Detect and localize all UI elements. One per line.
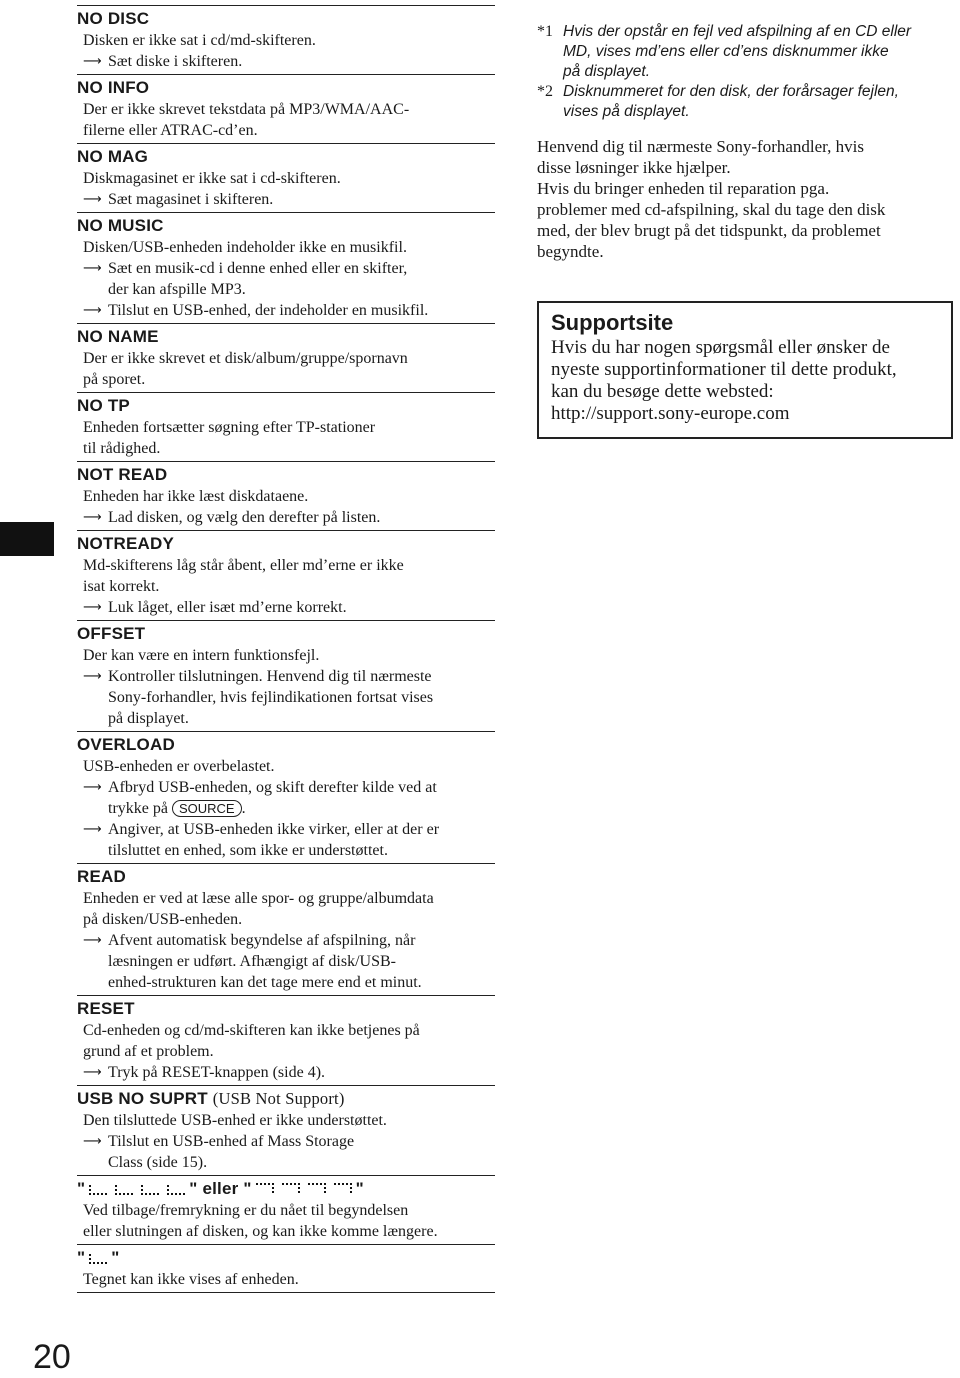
segment-low-icon xyxy=(165,1182,187,1196)
arrow-icon: ⟶ xyxy=(83,780,102,795)
error-entry-no-name xyxy=(77,323,495,392)
arrow-icon: ⟶ xyxy=(83,54,102,69)
remedy-action: ⟶ Kontroller tilslutningen. Henvend dig til nærmeste Sony-forhandler, hvis fejlindikationen fortsat vises på displayet. xyxy=(83,668,434,727)
contact-paragraph: Henvend dig til nærmeste Sony-forhandler, hvis disse løsninger ikke hjælper. Hvis du bringer enheden til reparation pga. problemer med cd-afspilning, skal du tage den disk med, der blev brugt på det tidspunkt, da problemet begyndte. xyxy=(537,137,886,261)
error-description: Disken/USB-enheden indeholder ikke en musikfil. xyxy=(83,239,407,256)
error-code: NO MUSIC xyxy=(77,216,164,235)
remedy-action: ⟶ Afvent automatisk begyndelse af afspilning, når læsningen er udført. Afhængigt af disk/USB- enhed-strukturen kan det tage mere end et minut. xyxy=(83,932,422,991)
segment-low-icon xyxy=(139,1182,161,1196)
error-description: Disken er ikke sat i cd/md-skifteren. xyxy=(83,32,316,49)
support-title: Supportsite xyxy=(551,310,674,335)
error-entry-usb-no-suprt xyxy=(77,1085,495,1175)
error-description: Enheden er ved at læse alle spor- og gruppe/albumdata på disken/USB-enheden. xyxy=(83,890,434,928)
error-description: Ved tilbage/fremrykning er du nået til begyndelsen eller slutningen af disken, og kan ikke komme længere. xyxy=(83,1202,438,1240)
error-description: Tegnet kan ikke vises af enheden. xyxy=(83,1271,299,1288)
footnotes xyxy=(537,22,957,122)
error-entry-no-tp xyxy=(77,392,495,461)
error-code: NO DISC xyxy=(77,9,150,28)
segment-high-icon xyxy=(280,1182,302,1196)
segment-high-icon xyxy=(254,1182,276,1196)
error-description: Enheden har ikke læst diskdataene. xyxy=(83,488,309,505)
remedy-action: ⟶ Sæt magasinet i skifteren. xyxy=(83,191,274,208)
footnote: *2 Disknummeret for den disk, der forårsager fejlen, vises på displayet. xyxy=(537,83,899,120)
error-code: NOT READ xyxy=(77,465,168,484)
footnote-mark: *2 xyxy=(537,83,553,100)
source-button-icon: SOURCE xyxy=(172,800,242,817)
error-entry-reset xyxy=(77,995,495,1085)
remedy-action: ⟶ Angiver, at USB-enheden ikke virker, eller at der er tilsluttet en enhed, som ikke er understøttet. xyxy=(83,821,440,859)
arrow-icon: ⟶ xyxy=(83,600,102,615)
error-code: NO INFO xyxy=(77,78,150,97)
error-entry-segment-limit xyxy=(77,1175,495,1244)
error-code: OFFSET xyxy=(77,624,146,643)
arrow-icon: ⟶ xyxy=(83,510,102,525)
error-description: Enheden fortsætter søgning efter TP-stationer til rådighed. xyxy=(83,419,376,457)
right-column xyxy=(537,22,957,262)
error-entry-no-mag xyxy=(77,143,495,212)
section-tab-marker xyxy=(0,522,54,556)
segment-low-icon xyxy=(87,1251,109,1265)
error-description: Md-skifterens låg står åbent, eller md’erne er ikke isat korrekt. xyxy=(83,557,404,595)
error-code: USB NO SUPRT (USB Not Support) xyxy=(77,1089,345,1108)
remedy-action: ⟶ Sæt en musik-cd i denne enhed eller en skifter, der kan afspille MP3. xyxy=(83,260,408,298)
support-box xyxy=(537,301,953,439)
error-entry-not-read xyxy=(77,461,495,530)
segment-low-icon xyxy=(113,1182,135,1196)
footnote-mark: *1 xyxy=(537,23,553,40)
segment-low-icon xyxy=(87,1182,109,1196)
remedy-action: ⟶ Tilslut en USB-enhed af Mass Storage Class (side 15). xyxy=(83,1133,355,1171)
error-description: Cd-enheden og cd/md-skifteren kan ikke betjenes på grund af et problem. xyxy=(83,1022,420,1060)
error-description: Der kan være en intern funktionsfejl. xyxy=(83,647,320,664)
remedy-action: ⟶ Sæt diske i skifteren. xyxy=(83,53,243,70)
error-entry-overload xyxy=(77,731,495,863)
arrow-icon: ⟶ xyxy=(83,192,102,207)
error-code: RESET xyxy=(77,999,135,1018)
arrow-icon: ⟶ xyxy=(83,822,102,837)
remedy-action: ⟶ Afbryd USB-enheden, og skift derefter kilde ved at trykke på SOURCE . xyxy=(83,779,437,817)
error-code: READ xyxy=(77,867,126,886)
error-description: USB-enheden er overbelastet. xyxy=(83,758,275,775)
error-entry-no-info xyxy=(77,74,495,143)
remedy-action: ⟶ Luk låget, eller isæt md’erne korrekt. xyxy=(83,599,347,616)
arrow-icon: ⟶ xyxy=(83,933,102,948)
error-entry-no-music xyxy=(77,212,495,323)
error-code: OVERLOAD xyxy=(77,735,175,754)
error-code: " " eller " " xyxy=(77,1179,364,1198)
error-code: NO MAG xyxy=(77,147,149,166)
error-description: Der er ikke skrevet tekstdata på MP3/WMA/AAC- filerne eller ATRAC-cd’en. xyxy=(83,101,410,139)
error-entry-read xyxy=(77,863,495,995)
footnote: *1 Hvis der opstår en fejl ved afspilning af en CD eller MD, vises md’ens eller cd’ens disknummer ikke på displayet. xyxy=(537,23,912,80)
segment-high-icon xyxy=(306,1182,328,1196)
error-entry-notready xyxy=(77,530,495,620)
support-text: Hvis du har nogen spørgsmål eller ønsker de nyeste supportinformationer til dette produkt, kan du besøge dette websted: http://support.sony-europe.com xyxy=(551,337,897,424)
error-message-list xyxy=(77,5,495,1293)
error-code: NO NAME xyxy=(77,327,159,346)
error-code: NOTREADY xyxy=(77,534,174,553)
remedy-action: ⟶ Lad disken, og vælg den derefter på listen. xyxy=(83,509,381,526)
error-entries xyxy=(77,5,495,1085)
error-entry-no-disc xyxy=(77,5,495,74)
error-description: Den tilsluttede USB-enhed er ikke understøttet. xyxy=(83,1112,387,1129)
error-code: " " xyxy=(77,1248,120,1267)
arrow-icon: ⟶ xyxy=(83,1065,102,1080)
error-description: Diskmagasinet er ikke sat i cd-skifteren. xyxy=(83,170,341,187)
arrow-icon: ⟶ xyxy=(83,303,102,318)
page-number: 20 xyxy=(33,1338,71,1376)
segment-high-icon xyxy=(332,1182,354,1196)
remedy-action: ⟶ Tilslut en USB-enhed, der indeholder en musikfil. xyxy=(83,302,429,319)
error-code: NO TP xyxy=(77,396,130,415)
arrow-icon: ⟶ xyxy=(83,669,102,684)
error-description: Der er ikke skrevet et disk/album/gruppe/spornavn på sporet. xyxy=(83,350,408,388)
error-entry-offset xyxy=(77,620,495,731)
arrow-icon: ⟶ xyxy=(83,1134,102,1149)
remedy-action: ⟶ Tryk på RESET-knappen (side 4). xyxy=(83,1064,326,1081)
error-entry-undisplayable-char xyxy=(77,1244,495,1293)
arrow-icon: ⟶ xyxy=(83,261,102,276)
